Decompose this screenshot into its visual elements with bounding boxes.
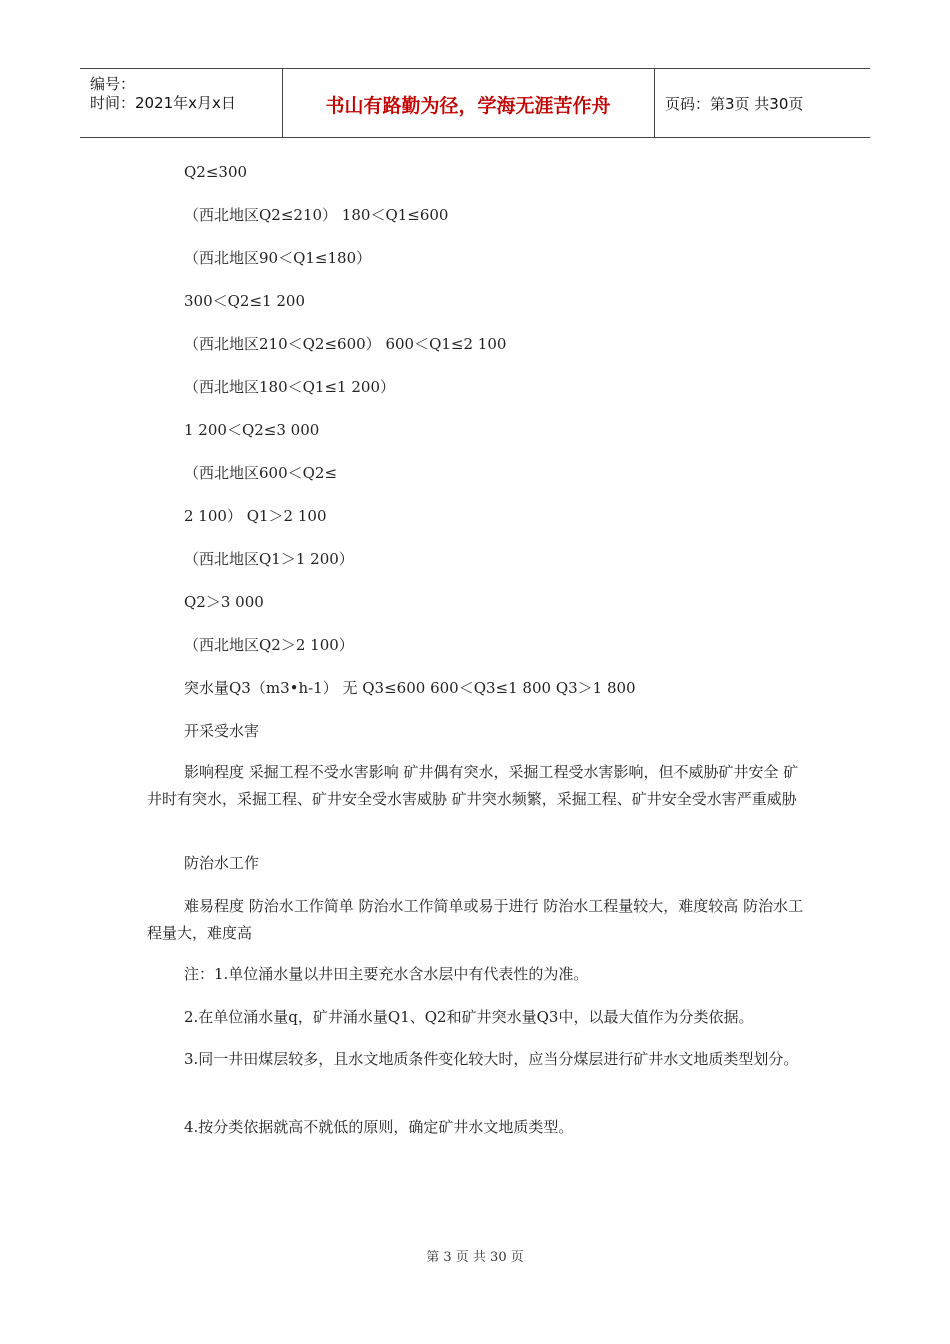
body-line: Q2＞3 000 xyxy=(184,593,264,611)
time-label: 时间：2021年x月x日 xyxy=(90,94,236,112)
page-footer: 第 3 页 共 30 页 xyxy=(426,1250,524,1265)
page-header xyxy=(80,68,870,138)
body-line: （西北地区90＜Q1≤180） xyxy=(184,249,372,267)
body-line: 开采受水害 xyxy=(184,722,260,740)
body-line: （西北地区600＜Q2≤ xyxy=(184,464,338,482)
note-paragraph: 2.在单位涌水量q，矿井涌水量Q1、Q2和矿井突水量Q3中，以最大值作为分类依据。 xyxy=(184,1008,754,1026)
header-motto: 书山有路勤为径，学海无涯苦作舟 xyxy=(325,95,611,117)
header-motto-cell xyxy=(282,69,655,137)
body-line: 突水量Q3（m3•h-1） 无 Q3≤600 600＜Q3≤1 800 Q3＞1 800 xyxy=(184,679,636,697)
body-line: （西北地区Q2≤210） 180＜Q1≤600 xyxy=(184,206,449,224)
body-line: 300＜Q2≤1 200 xyxy=(184,292,305,310)
body-line: （西北地区210＜Q2≤600） 600＜Q1≤2 100 xyxy=(184,335,507,353)
body-paragraph: 影响程度 采掘工程不受水害影响 矿井偶有突水，采掘工程受水害影响，但不威胁矿井安全 矿井时有突水，采掘工程、矿井安全受水害威胁 矿井突水频繁，采掘工程、矿井安全受水害严重威胁 xyxy=(147,763,799,808)
body-line: （西北地区180＜Q1≤1 200） xyxy=(184,378,395,396)
body-line: Q2≤300 xyxy=(184,163,248,181)
header-page-cell xyxy=(655,69,870,137)
body-paragraph: 防治水工作 xyxy=(184,854,260,872)
body-line: （西北地区Q1＞1 200） xyxy=(184,550,354,568)
body-line: 2 100） Q1＞2 100 xyxy=(184,507,327,525)
body-paragraph: 难易程度 防治水工作简单 防治水工作简单或易于进行 防治水工程量较大，难度较高 防治水工程量大，难度高 xyxy=(147,897,804,942)
body-line: （西北地区Q2＞2 100） xyxy=(184,636,354,654)
note-paragraph: 注：1.单位涌水量以井田主要充水含水层中有代表性的为准。 xyxy=(184,965,589,983)
note-paragraph: 3.同一井田煤层较多，且水文地质条件变化较大时，应当分煤层进行矿井水文地质类型划分。 xyxy=(184,1050,799,1068)
number-label: 编号： xyxy=(90,75,136,93)
header-page-info: 页码：第3页 共30页 xyxy=(665,95,804,113)
body-line: 1 200＜Q2≤3 000 xyxy=(184,421,320,439)
note-paragraph: 4.按分类依据就高不就低的原则，确定矿井水文地质类型。 xyxy=(184,1118,574,1136)
header-meta-cell xyxy=(80,69,283,137)
